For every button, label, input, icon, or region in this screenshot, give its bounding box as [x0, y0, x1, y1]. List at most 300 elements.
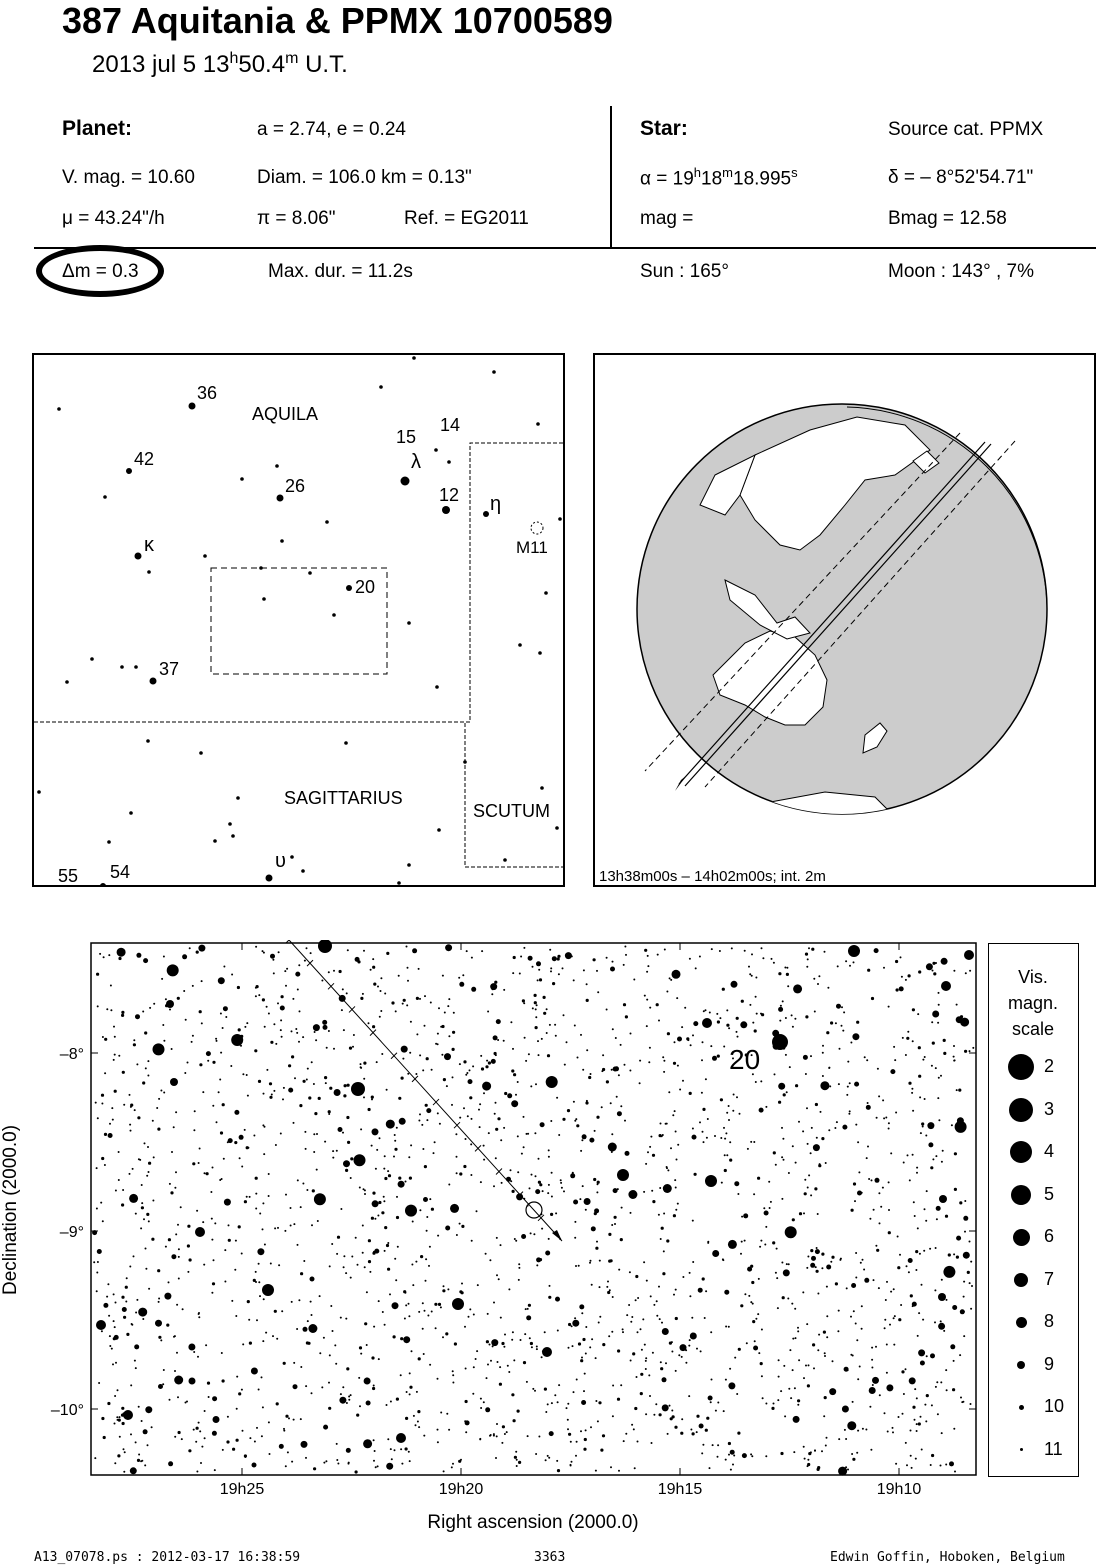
field-star	[166, 1324, 169, 1327]
field-star	[917, 1227, 919, 1229]
field-star	[749, 1004, 751, 1006]
field-star	[769, 1207, 771, 1209]
field-star	[674, 1041, 676, 1043]
field-star	[292, 998, 294, 1000]
legend-title-line-2: magn.	[1007, 993, 1059, 1013]
field-star	[826, 1265, 831, 1270]
field-star	[423, 1353, 425, 1355]
field-star	[742, 1453, 747, 1458]
field-star	[469, 1308, 471, 1310]
field-star	[268, 1195, 270, 1197]
field-star	[953, 1428, 955, 1430]
field-star	[797, 1327, 799, 1329]
globe-svg	[595, 355, 1094, 885]
field-star	[393, 1156, 395, 1158]
field-star	[96, 973, 99, 976]
field-star	[377, 986, 379, 988]
field-star	[555, 1212, 557, 1214]
field-star	[733, 1094, 735, 1096]
field-star	[805, 953, 808, 956]
field-star	[953, 1360, 955, 1362]
field-star	[724, 1169, 727, 1172]
field-star	[552, 982, 555, 985]
field-star	[512, 1331, 514, 1333]
field-star	[340, 1317, 342, 1319]
field-star	[969, 1241, 971, 1243]
field-star	[399, 1118, 406, 1125]
field-star	[378, 1358, 380, 1360]
field-star	[336, 1459, 338, 1461]
field-star	[526, 1381, 528, 1383]
field-star	[794, 1387, 796, 1389]
field-star	[755, 977, 757, 979]
field-star	[137, 1459, 140, 1462]
planet-ref: Ref. = EG2011	[404, 208, 529, 229]
field-star	[876, 1117, 878, 1119]
field-star	[612, 1296, 614, 1298]
field-star	[201, 1446, 203, 1448]
field-star	[622, 1331, 624, 1333]
field-star	[405, 1304, 407, 1306]
field-star	[307, 1068, 309, 1070]
field-star	[890, 1291, 892, 1293]
field-star	[304, 960, 306, 962]
field-star	[536, 1004, 538, 1006]
field-star	[111, 1107, 113, 1109]
field-star	[900, 1304, 902, 1306]
ra-h-unit: h	[693, 165, 702, 180]
field-star	[483, 1159, 485, 1161]
field-star	[285, 1415, 288, 1418]
field-star	[963, 1296, 965, 1298]
field-star	[618, 1269, 620, 1271]
field-star	[660, 1123, 662, 1125]
field-star	[744, 950, 746, 952]
field-star	[760, 1362, 763, 1365]
field-star	[926, 1355, 928, 1357]
field-star	[597, 1183, 599, 1185]
legend-mag-label: 11	[1044, 1438, 1063, 1459]
field-star	[342, 1132, 344, 1134]
field-star	[169, 1183, 171, 1185]
field-star	[477, 1284, 479, 1286]
field-star	[573, 979, 575, 981]
field-star	[948, 1253, 951, 1256]
field-star	[681, 1356, 683, 1358]
field-star	[364, 1322, 367, 1325]
field-star	[910, 1430, 912, 1432]
field-star	[408, 1156, 410, 1158]
field-star	[895, 960, 898, 963]
field-star	[397, 1246, 399, 1248]
field-star	[930, 1353, 935, 1358]
field-star	[296, 1328, 298, 1330]
field-star	[310, 1277, 315, 1282]
field-star	[495, 1102, 497, 1104]
field-star	[784, 967, 786, 969]
field-star	[701, 1452, 703, 1454]
star-chart	[0, 940, 1096, 1566]
field-star	[216, 1121, 218, 1123]
field-star	[433, 1152, 435, 1154]
field-star	[345, 1169, 348, 1172]
field-star	[114, 1054, 116, 1056]
field-star	[255, 1193, 257, 1195]
field-star	[238, 1225, 241, 1228]
field-star	[826, 1336, 828, 1338]
field-star	[350, 1177, 352, 1179]
field-star	[537, 1040, 539, 1042]
field-star	[334, 1344, 336, 1346]
field-star	[644, 995, 646, 997]
field-star	[962, 1401, 964, 1403]
field-star	[574, 1317, 576, 1319]
field-star	[855, 1124, 857, 1126]
field-star	[816, 1270, 819, 1273]
field-star	[788, 1172, 790, 1174]
field-star	[426, 1119, 428, 1121]
field-star	[656, 1315, 658, 1317]
field-star	[960, 1309, 965, 1314]
field-star	[185, 1019, 187, 1021]
field-star	[661, 1227, 664, 1230]
field-star	[959, 1201, 962, 1204]
field-star	[941, 958, 948, 965]
field-star	[545, 1251, 550, 1256]
field-star	[751, 1281, 754, 1284]
field-star	[284, 970, 286, 972]
field-star	[858, 1171, 860, 1173]
legend-row	[989, 1432, 1093, 1472]
field-star	[222, 1027, 224, 1029]
field-star	[265, 1332, 267, 1334]
field-star	[611, 1224, 613, 1226]
field-star	[916, 1430, 918, 1432]
field-star	[803, 1212, 805, 1214]
field-star	[570, 1173, 575, 1178]
field-star	[310, 1301, 312, 1303]
field-star	[118, 1151, 120, 1153]
field-star	[171, 1048, 173, 1050]
field-star	[781, 1262, 783, 1264]
finder-star-label: 37	[159, 659, 180, 679]
field-star	[914, 1215, 916, 1217]
field-star	[579, 1198, 581, 1200]
bright-field-star	[351, 1082, 365, 1096]
field-star	[633, 1428, 635, 1430]
field-star	[288, 1417, 290, 1419]
field-star	[805, 1365, 807, 1367]
globe-panel	[593, 353, 1096, 887]
field-star	[539, 1183, 542, 1186]
field-star	[806, 1267, 808, 1269]
field-star	[188, 1344, 195, 1351]
field-star	[145, 1248, 147, 1250]
field-star	[497, 1117, 500, 1120]
field-star	[398, 975, 400, 977]
field-star	[691, 1317, 693, 1319]
field-star	[932, 970, 934, 972]
finder-faint-star	[555, 826, 559, 830]
field-star	[517, 1171, 519, 1173]
field-star	[611, 1133, 613, 1135]
field-star	[186, 1401, 188, 1403]
field-star	[114, 1036, 116, 1038]
field-star	[798, 1121, 800, 1123]
field-star	[663, 1071, 665, 1073]
field-star	[802, 1291, 804, 1293]
field-star	[410, 1144, 412, 1146]
field-star	[781, 1198, 783, 1200]
field-star	[575, 1455, 577, 1457]
field-star	[336, 1253, 338, 1255]
finder-faint-star	[379, 385, 383, 389]
field-star	[415, 1073, 417, 1075]
field-star	[714, 1135, 716, 1137]
field-star	[299, 1104, 302, 1107]
field-star	[219, 1179, 221, 1181]
field-star	[879, 1394, 881, 1396]
sun-elongation: Sun : 165°	[640, 261, 729, 282]
legend-row	[989, 1389, 1093, 1429]
field-star	[417, 1421, 419, 1423]
field-star	[729, 1159, 732, 1162]
field-star	[147, 1075, 149, 1077]
finder-faint-star	[308, 571, 312, 575]
field-star	[316, 1169, 318, 1171]
field-star	[813, 1144, 820, 1151]
field-star	[262, 1228, 264, 1230]
field-star	[637, 1441, 639, 1443]
field-star	[924, 1404, 926, 1406]
field-star	[535, 1026, 538, 1029]
field-star	[487, 1364, 489, 1366]
field-star	[709, 1467, 711, 1469]
star-bmag: Bmag = 12.58	[888, 208, 1007, 229]
field-star	[206, 1051, 211, 1056]
field-star	[599, 1316, 601, 1318]
field-star	[372, 1128, 379, 1135]
field-star	[129, 1124, 131, 1126]
field-star	[855, 1323, 857, 1325]
field-star	[943, 1052, 946, 1055]
field-star	[829, 1388, 836, 1395]
field-star	[717, 1055, 720, 1058]
field-star	[557, 957, 560, 960]
field-star	[444, 1053, 451, 1060]
finder-bright-star	[135, 553, 142, 560]
bright-field-star	[96, 1320, 106, 1330]
field-star	[452, 1048, 455, 1051]
field-star	[371, 1217, 374, 1220]
field-star	[584, 1198, 591, 1205]
field-star	[528, 1304, 531, 1307]
field-star	[666, 1123, 668, 1125]
field-star	[778, 1007, 783, 1012]
field-star	[403, 1336, 410, 1343]
field-star	[171, 1151, 173, 1153]
field-star	[110, 985, 112, 987]
field-star	[386, 1404, 388, 1406]
field-star	[728, 1105, 730, 1107]
field-star	[739, 1113, 741, 1115]
field-star	[866, 1105, 871, 1110]
field-star	[659, 1134, 662, 1137]
field-star	[328, 1113, 330, 1115]
field-star	[783, 1093, 786, 1096]
field-star	[362, 1252, 364, 1254]
star-20-label: 20	[729, 1044, 761, 1075]
field-star	[824, 1396, 827, 1399]
field-star	[914, 1419, 916, 1421]
field-star	[291, 1301, 293, 1303]
field-star	[580, 1150, 582, 1152]
field-star	[560, 1179, 562, 1181]
field-star	[857, 1141, 859, 1143]
field-star	[838, 1438, 840, 1440]
field-star	[821, 1267, 823, 1269]
field-star	[693, 1021, 698, 1026]
field-star	[793, 1451, 795, 1453]
field-star	[480, 1181, 482, 1183]
field-star	[733, 1455, 735, 1457]
field-star	[612, 961, 614, 963]
field-star	[331, 1243, 333, 1245]
field-star	[591, 1226, 596, 1231]
field-star	[708, 1396, 713, 1401]
field-star	[620, 1105, 622, 1107]
field-star	[922, 1319, 924, 1321]
field-star	[165, 1246, 167, 1248]
field-star	[612, 1028, 614, 1030]
field-star	[538, 969, 540, 971]
field-star	[861, 1328, 863, 1330]
field-star	[511, 1393, 514, 1396]
field-star	[452, 1370, 454, 1372]
field-star	[849, 965, 851, 967]
field-star	[349, 1047, 352, 1050]
field-star	[761, 1375, 763, 1377]
field-star	[920, 1132, 922, 1134]
finder-faint-star	[57, 407, 61, 411]
field-star	[864, 1278, 869, 1283]
field-star	[806, 1323, 808, 1325]
field-star	[807, 1187, 809, 1189]
field-star	[921, 1122, 924, 1125]
date-text: 2013 jul 5 13	[92, 51, 230, 78]
field-star	[325, 1460, 327, 1462]
field-star	[729, 1141, 731, 1143]
field-star	[263, 952, 265, 954]
finder-star-label: 15	[396, 427, 417, 447]
field-star	[500, 1317, 502, 1319]
field-star	[656, 1300, 658, 1302]
field-star	[757, 1313, 759, 1315]
finder-faint-star	[558, 517, 562, 521]
finder-faint-star	[275, 464, 279, 468]
bright-field-star	[166, 1000, 174, 1008]
field-star	[306, 947, 308, 949]
field-star	[943, 1266, 955, 1278]
field-star	[942, 1150, 944, 1152]
field-star	[652, 1154, 655, 1157]
field-star	[468, 1079, 473, 1084]
field-star	[717, 1456, 719, 1458]
field-star	[725, 1326, 727, 1328]
field-star	[405, 1181, 407, 1183]
field-star	[268, 1013, 270, 1015]
field-star	[787, 1298, 789, 1300]
field-star	[158, 1301, 160, 1303]
field-star	[508, 1288, 510, 1290]
field-star	[589, 1346, 591, 1348]
star-ra	[640, 165, 798, 190]
field-star	[328, 971, 330, 973]
field-star	[650, 1136, 652, 1138]
field-star	[378, 1300, 380, 1302]
field-star	[147, 1444, 149, 1446]
field-star	[869, 1406, 871, 1408]
field-star	[617, 1111, 622, 1116]
field-star	[640, 1392, 643, 1395]
field-star	[852, 1033, 859, 1040]
field-star	[715, 1410, 717, 1412]
y-axis-title: Declination (2000.0)	[0, 1124, 21, 1296]
field-star	[424, 995, 426, 997]
field-star	[393, 1335, 396, 1338]
field-star	[182, 954, 187, 959]
field-star	[652, 1200, 655, 1203]
field-star	[121, 1407, 124, 1410]
field-star	[597, 1420, 599, 1422]
field-star	[437, 1441, 439, 1443]
field-star	[753, 1193, 755, 1195]
field-star	[653, 1304, 655, 1306]
field-star	[921, 1284, 923, 1286]
field-star	[659, 1318, 661, 1320]
field-star	[373, 1385, 375, 1387]
field-star	[183, 990, 185, 992]
field-star	[859, 1366, 861, 1368]
field-star	[813, 1367, 815, 1369]
finder-faint-star	[536, 422, 540, 426]
field-star	[516, 1465, 518, 1467]
field-star	[590, 1073, 592, 1075]
field-star	[473, 1314, 475, 1316]
field-star	[122, 1307, 127, 1312]
field-star	[807, 1465, 809, 1467]
field-star	[960, 1018, 969, 1027]
field-star	[178, 1256, 180, 1258]
field-star	[857, 1430, 859, 1432]
field-star	[136, 953, 141, 958]
field-star	[313, 1024, 320, 1031]
field-star	[404, 1292, 406, 1294]
field-star	[912, 1305, 914, 1307]
field-star	[300, 1366, 302, 1368]
field-star	[940, 1465, 942, 1467]
field-star	[440, 1412, 442, 1414]
field-star	[518, 1267, 520, 1269]
field-star	[918, 1312, 920, 1314]
field-star	[936, 1381, 938, 1383]
field-star	[635, 1299, 637, 1301]
field-star	[520, 1339, 522, 1341]
field-star	[340, 1208, 342, 1210]
field-star	[651, 1190, 653, 1192]
field-star	[754, 1029, 757, 1032]
field-star	[888, 1006, 890, 1008]
